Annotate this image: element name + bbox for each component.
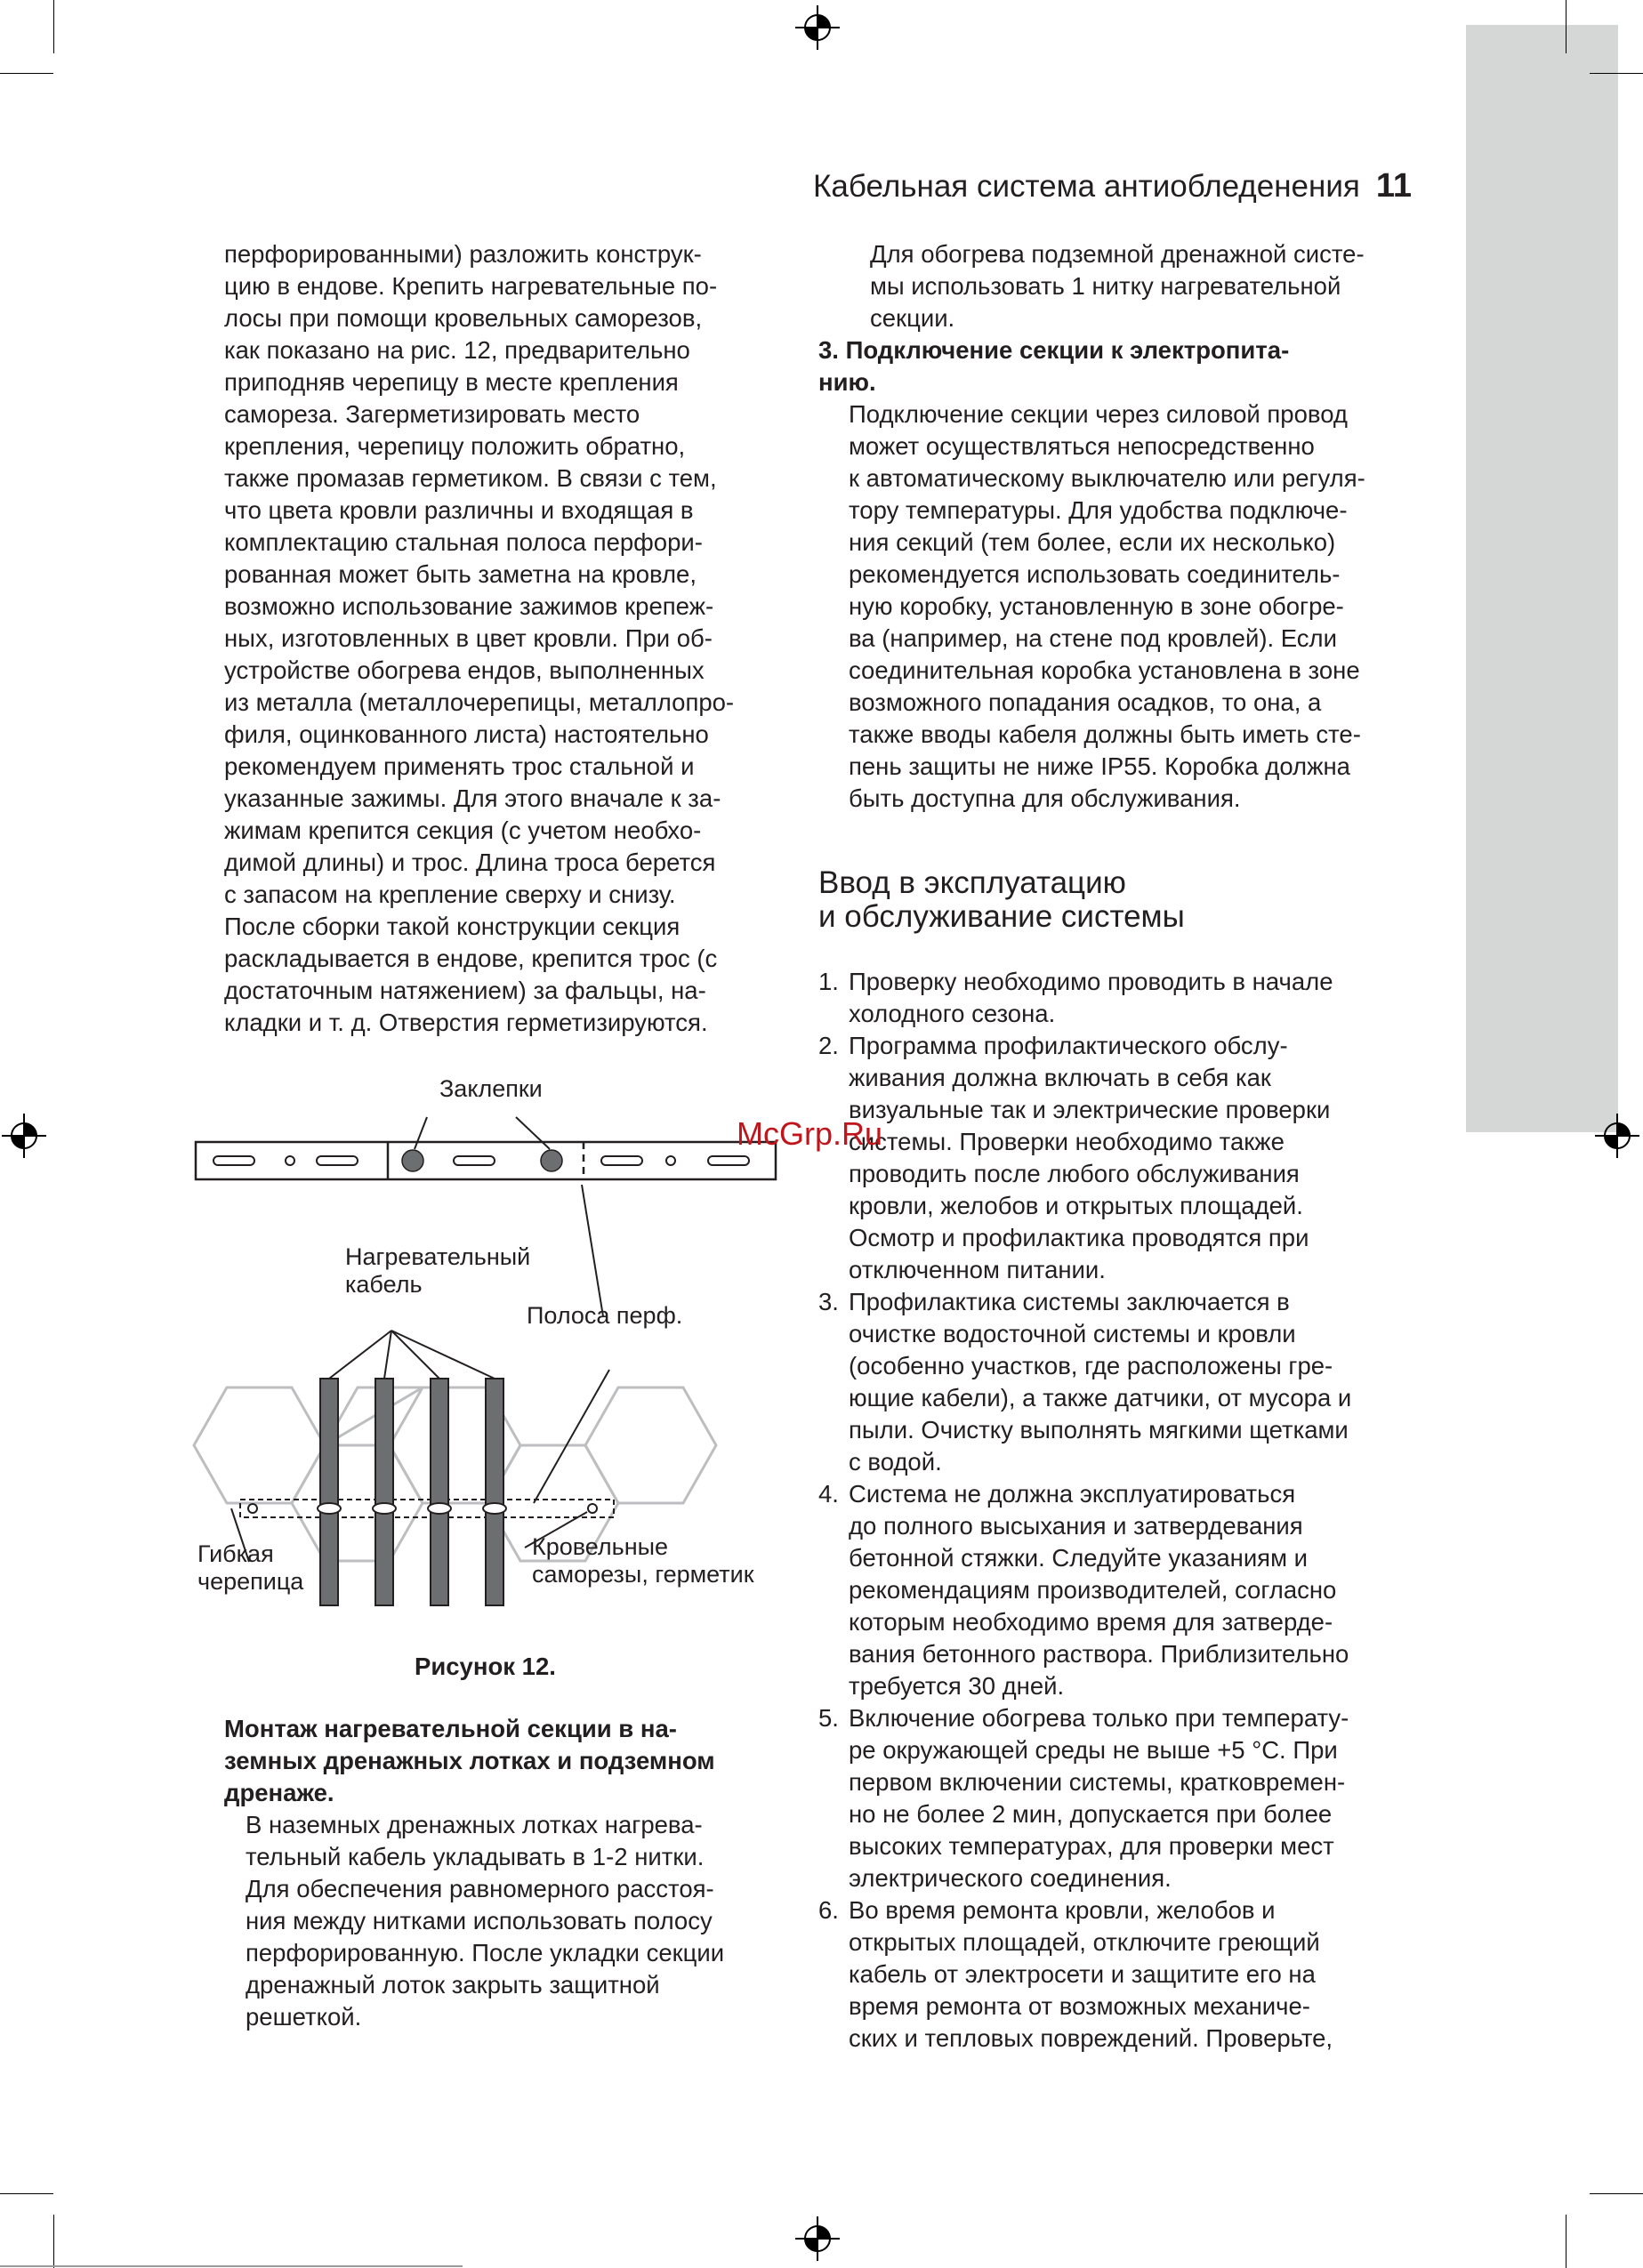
leader-line: [391, 1331, 495, 1379]
page-number: 11: [1375, 167, 1412, 205]
list-item: [818, 1286, 1423, 1478]
rivet: [541, 1150, 562, 1171]
leader-line: [582, 1185, 603, 1316]
registration-mark-icon: [795, 5, 840, 50]
heating-cable: [486, 1379, 503, 1605]
list-item: [818, 966, 1423, 1030]
list-item: [818, 1030, 1423, 1286]
list-item-number: 5.: [818, 1704, 839, 1732]
strip-hole: [666, 1156, 675, 1165]
crop-mark: [53, 0, 54, 53]
crop-mark: [1590, 73, 1643, 74]
list-item-text: Профилактика системы заключается в очистке водосточной системы и кровли (особенно участков, где расположены гре- ющие кабели), а также датчики, от мусора и пыли. Очистку выполнять мягкими щетками с водой.: [849, 1288, 1352, 1476]
leader-line: [391, 1331, 439, 1379]
section3-body: Подключение секции через силовой провод может осуществляться непосредственно к автоматическому выключателю или регуля- тору температуры. Для удобства подключе- ния секций (тем более, если их несколько) рекомендуется использовать соединитель- ную коробку, установленную в зоне обогре- ва (например, на стене под кровлей). Если соединительная коробка установлена в зоне возможного попадания осадков, то она, а также вводы кабеля должны быть иметь сте- пень защиты не ниже IP55. Коробка должна быть доступна для обслуживания.: [849, 400, 1365, 812]
list-item-number: 4.: [818, 1480, 839, 1508]
maintenance-list: [818, 966, 1423, 2055]
figure-caption: Рисунок 12.: [415, 1653, 556, 1680]
header-title: Кабельная система антиобледенения: [813, 169, 1360, 204]
body-paragraph: перфорированными) разложить конструк- цию в ендове. Крепить нагревательные по- лосы при помощи кровельных саморезов, как показано на рис. 12, предварительно приподняв черепицу в месте крепления самореза. Загерметизировать место крепления, черепицу положить обратно, также промазав герметиком. В связи с тем, что цвета кровли различны и входящая в комплектацию стальная полоса перфори- рованная может быть заметна на кровле, возможно использование зажимов крепеж- ных, изготовленных в цвет кровли. При об- устройстве обогрева ендов, выполненных из металла (металлочерепицы, металлопро- филя, оцинкованного листа) настоятельно рекомендуем применять трос стальной и указанные зажимы. Для этого вначале к за- жимам крепится секция (с учетом необхо- димой длины) и трос. Длина троса берется с запасом на крепление сверху и снизу. После сборки такой конструкции секция раскладывается в ендове, крепится трос (с достаточным натяжением) за фальцы, на- кладки и т. д. Отверстия герметизируются.: [224, 240, 735, 1036]
leader-line: [384, 1331, 391, 1379]
heating-cable: [320, 1379, 338, 1605]
perforated-strip-detail: [196, 1142, 776, 1179]
list-item-text: Во время ремонта кровли, желобов и открытых площадей, отключите греющий кабель от электросети и защитите его на время ремонта от возможных механиче- ских и тепловых повреждений. Проверьте,: [849, 1896, 1333, 2052]
side-tab: [1466, 25, 1618, 1132]
leader-line: [415, 1117, 427, 1149]
list-item-number: 6.: [818, 1896, 839, 1924]
list-item: [818, 1478, 1423, 1702]
crop-mark: [53, 2215, 54, 2268]
watermark: McGrp.Ru: [737, 1115, 883, 1152]
label-roofing-screws: Кровельные саморезы, герметик: [532, 1533, 754, 1588]
roofing-screw: [248, 1504, 257, 1513]
registration-mark-icon: [795, 2216, 840, 2261]
list-item-number: 2.: [818, 1032, 839, 1059]
label-flexible-tile: Гибкая черепица: [197, 1540, 304, 1595]
strip-slot: [708, 1156, 749, 1165]
list-item: [818, 1894, 1423, 2055]
running-header: [813, 167, 1412, 205]
list-item-number: 3.: [818, 1288, 839, 1315]
label-heating-cable: Нагревательный кабель: [345, 1243, 531, 1298]
strip-slot: [213, 1156, 254, 1165]
registration-mark-icon: [2, 1114, 46, 1158]
section-title: Ввод в эксплуатацию и обслуживание системы: [818, 865, 1185, 934]
strip-slot: [601, 1156, 642, 1165]
list-item-text: Включение обогрева только при температу- ре окружающей среды не выше +5 °С. При первом включении системы, кратковремен- но не более 2 мин, допускается при более высоких температурах, для проверки мест электрического соединения.: [849, 1704, 1349, 1892]
heating-cable: [375, 1379, 393, 1605]
section-paragraph: В наземных дренажных лотках нагрева- тельный кабель укладывать в 1-2 нитки. Для обеспечения равномерного расстоя- ния между нитками использовать полосу перфорированную. После укладки секции дренажный лоток закрыть защитной решеткой.: [246, 1811, 725, 2031]
drainage-section: [224, 1713, 793, 2033]
leader-line: [516, 1117, 550, 1149]
leader-line: [329, 1331, 391, 1379]
bottom-rule: [0, 2265, 463, 2267]
heating-cable: [431, 1379, 448, 1605]
intro-paragraph: Для обогрева подземной дренажной систе- мы использовать 1 нитку нагревательной секции.: [870, 240, 1365, 332]
section-heading: Монтаж нагревательной секции в на- земных дренажных лотках и подземном дренаже.: [224, 1715, 715, 1806]
rivet: [402, 1150, 423, 1171]
right-column: [818, 238, 1423, 2055]
crop-mark: [1590, 2193, 1643, 2194]
strip-slot: [454, 1156, 495, 1165]
roofing-screw: [588, 1504, 597, 1513]
label-rivets: Заклепки: [439, 1075, 543, 1102]
list-item-number: 1.: [818, 968, 839, 995]
strip-slot: [317, 1156, 358, 1165]
leader-line: [534, 1370, 609, 1503]
crop-mark: [0, 73, 53, 74]
list-item: [818, 1702, 1423, 1894]
registration-mark-icon: [1595, 1114, 1639, 1158]
strip-hole: [286, 1156, 294, 1165]
left-column: [224, 238, 793, 1039]
list-item-text: Проверку необходимо проводить в начале холодного сезона.: [849, 968, 1333, 1027]
list-item-text: Программа профилактического обслу- живания должна включать в себя как визуальные так и электрические проверки системы. Проверки необходимо также проводить после любого обслуживания кровли, желобов и открытых площадей. Осмотр и профилактика проводятся при отключенном питании.: [849, 1032, 1331, 1283]
section3-heading: 3. Подключение секции к электропита- нию.: [818, 336, 1290, 396]
label-strip: Полоса перф.: [527, 1302, 683, 1329]
crop-mark: [0, 2193, 53, 2194]
list-item-text: Система не должна эксплуатироваться до полного высыхания и затвердевания бетонной стяжки. Следуйте указаниям и рекомендациям производителей, согласно которым необходимо время для затверде- вания бетонного раствора. Приблизительно требуется 30 дней.: [849, 1480, 1349, 1700]
